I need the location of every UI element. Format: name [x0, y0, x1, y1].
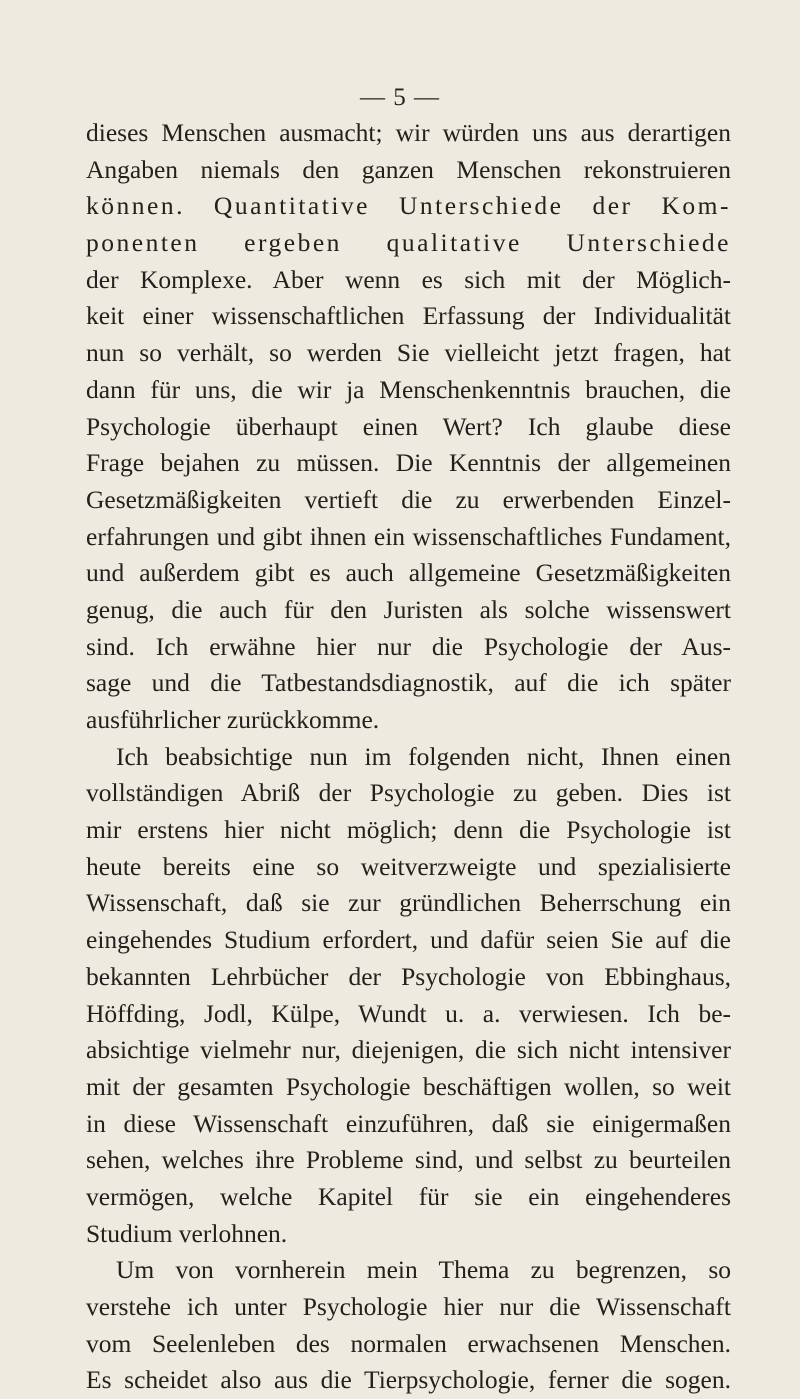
text-line: keit einer wissenschaftlichen Erfassung der Individualität [86, 301, 731, 331]
text-line: ponenten ergeben qualitative Unterschiede [86, 228, 731, 258]
text-line: heute bereits eine so weitverzweigte und spezialisierte [86, 851, 731, 881]
text-line: mit der gesamten Psychologie beschäftigen wollen, so weit [86, 1071, 731, 1101]
text-line: ausführlicher zurückkomme. [86, 705, 380, 734]
body-text [86, 115, 731, 1399]
page-number: — 5 — [360, 84, 440, 111]
text-line: Psychologie überhaupt einen Wert? Ich glaube diese [86, 411, 731, 441]
text-line: mir erstens hier nicht möglich; denn die Psychologie ist [86, 815, 731, 845]
text-line: Es scheidet also aus die Tierpsychologie, ferner die sogen. [86, 1365, 731, 1395]
text-line: Frage bejahen zu müssen. Die Kenntnis der allgemeinen [86, 448, 731, 478]
text-line: dann für uns, die wir ja Menschenkenntnis brauchen, die [86, 374, 731, 404]
text-line: sind. Ich erwähne hier nur die Psychologie der Aus- [86, 631, 731, 661]
text-line: Gesetzmäßigkeiten vertieft die zu erwerbenden Einzel- [86, 484, 731, 514]
text-line: sage und die Tatbestandsdiagnostik, auf die ich später [86, 668, 731, 698]
text-line: sehen, welches ihre Probleme sind, und selbst zu beurteilen [86, 1145, 731, 1175]
text-line: dieses Menschen ausmacht; wir würden uns aus derartigen [86, 118, 731, 147]
text-line: und außerdem gibt es auch allgemeine Gesetzmäßigkeiten [86, 558, 731, 588]
text-line: vom Seelenleben des normalen erwachsenen Menschen. [86, 1328, 731, 1358]
text-line: Ich beabsichtige nun im folgenden nicht, Ihnen einen [116, 741, 731, 771]
text-line: können. Quantitative Unterschiede der Kom- [86, 191, 731, 221]
text-line: Angaben niemals den ganzen Menschen rekonstruieren [86, 154, 731, 184]
text-line: in diese Wissenschaft einzuführen, daß sie einigermaßen [86, 1108, 731, 1138]
text-line: bekannten Lehrbücher der Psychologie von Ebbinghaus, [86, 961, 731, 991]
text-line: der Komplexe. Aber wenn es sich mit der Möglich- [86, 264, 731, 294]
text-line: erfahrungen und gibt ihnen ein wissenschaftliches Fundament, [86, 521, 731, 551]
text-line: absichtige vielmehr nur, diejenigen, die sich nicht intensiver [86, 1035, 731, 1065]
text-line: Wissenschaft, daß sie zur gründlichen Beherrschung ein [86, 888, 731, 918]
text-line: eingehendes Studium erfordert, und dafür seien Sie auf die [86, 925, 731, 955]
text-line: verstehe ich unter Psychologie hier nur die Wissenschaft [86, 1292, 731, 1321]
text-line: Höffding, Jodl, Külpe, Wundt u. a. verwiesen. Ich be- [86, 998, 731, 1028]
text-line: nun so verhält, so werden Sie vielleicht jetzt fragen, hat [86, 338, 731, 368]
text-line: Um von vornherein mein Thema zu begrenzen, so [116, 1255, 731, 1285]
text-line: vollständigen Abriß der Psychologie zu geben. Dies ist [86, 778, 731, 808]
text-line: vermögen, welche Kapitel für sie ein eingehenderes [86, 1181, 731, 1211]
text-line: genug, die auch für den Juristen als solche wissenswert [86, 594, 731, 624]
text-line: Studium verlohnen. [86, 1218, 288, 1248]
